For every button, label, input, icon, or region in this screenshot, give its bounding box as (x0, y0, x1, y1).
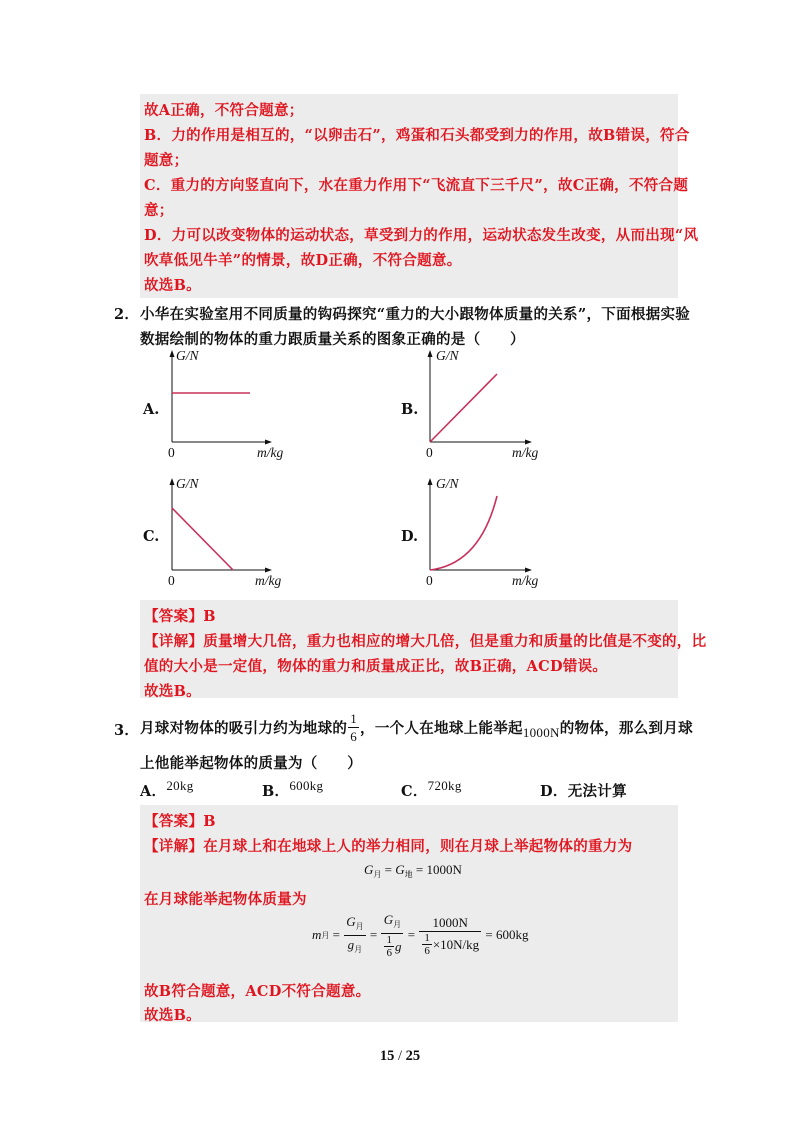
graph-a-x-arrow (265, 440, 272, 445)
eq2-frac2-g: g (394, 939, 402, 954)
q3-text-a: 月球对物体的吸引力约为地球的 (140, 719, 348, 737)
q3-option-b-label: B． (262, 783, 290, 800)
q3-option-d (540, 780, 627, 801)
eq2-frac1-num: G (346, 913, 356, 929)
q1-line-6: D．力可以改变物体的运动状态，草受到力的作用，运动状态发生改变，从而出现“风 (144, 227, 699, 244)
q3-equation-2: m 月 = $\frac{G_月}{g_月}$ = $G_月$ $\frac{1}{6}$ g = 1000N $\frac{1}{6}$ × 10N/kg = 600kg (312, 912, 529, 959)
graph-b-y-arrow (428, 350, 433, 357)
q3-detail: 【详解】在月球上和在地球上人的举力相同，则在月球上举起物体的重力为 (144, 838, 633, 855)
graph-d-x-label: m/kg (512, 573, 539, 588)
graph-c-label: C. (143, 528, 160, 545)
q1-line-1: 故A正确，不符合题意； (144, 102, 304, 119)
q2-stem-line-1: 小华在实验室用不同质量的钩码探究“重力的大小跟物体质量的关系”，下面根据实验 (140, 306, 691, 323)
q3-stem-line-1 (140, 705, 693, 749)
q3-option-a-value: 20kg (166, 778, 194, 793)
eq2-frac3-six: 6 (424, 944, 430, 957)
graph-c-y-label: G/N (176, 476, 199, 491)
q2-conclusion: 故选B。 (144, 683, 201, 700)
eq2-frac3-one: 1 (424, 931, 430, 944)
eq2-inner-six: 6 (386, 947, 392, 959)
graph-c-plot (160, 478, 280, 578)
eq1-mid-sub: 地 (404, 870, 413, 879)
q3-conclusion: 故选B。 (144, 1007, 201, 1024)
eq2-frac1-den: g (347, 936, 355, 952)
q3-option-c-value: 720kg (427, 778, 462, 793)
graph-d-x-arrow (525, 568, 532, 573)
q1-line-7: 吹草低见牛羊”的情景，故D正确，不符合题意。 (144, 252, 462, 269)
graph-c-line (172, 508, 233, 570)
eq2-gval: 10N/kg (440, 936, 480, 952)
graph-b-y-label: G/N (436, 348, 459, 363)
q3-option-a-label: A． (140, 783, 167, 800)
graph-b-x-arrow (525, 440, 532, 445)
q3-fraction (348, 710, 359, 745)
graph-b-label: B. (401, 401, 419, 418)
q3-option-c-label: C． (401, 783, 428, 800)
page-total: 25 (405, 1048, 421, 1064)
q2-answer: 【答案】B (144, 608, 216, 625)
eq2-times: × (432, 936, 441, 952)
q3-option-a (140, 780, 194, 801)
eq2-frac1-num-sub: 月 (355, 921, 364, 931)
graph-d-y-label: G/N (436, 476, 459, 491)
eq2-frac-1 (344, 913, 365, 958)
graph-b-line (430, 374, 497, 442)
page-number (0, 1048, 800, 1065)
graph-d-plot (418, 478, 538, 578)
q1-line-2: B．力的作用是相互的，“以卵击石”，鸡蛋和石头都受到力的作用，故B错误，符合 (144, 127, 690, 144)
eq2-frac-2 (381, 911, 403, 959)
q1-line-8: 故选B。 (144, 277, 201, 294)
graph-a-y-arrow (170, 350, 175, 357)
graph-c-y-arrow (170, 478, 175, 485)
q3-mass-intro: 在月球能举起物体质量为 (144, 891, 307, 908)
graph-b-plot (418, 350, 538, 450)
q1-line-5: 意； (144, 202, 174, 219)
q3-stem-line-2: 上他能举起物体的质量为（ ） (140, 755, 362, 772)
eq1-lhs: G (364, 862, 374, 877)
eq2-inner-one: 1 (386, 934, 392, 946)
q2-number: 2． (114, 306, 140, 323)
graph-c-x-arrow (265, 568, 272, 573)
eq2-result: 600kg (496, 927, 529, 942)
eq2-m-sub: 月 (321, 930, 330, 940)
q3-option-c (401, 780, 462, 801)
eq1-rhs: 1000N (426, 862, 462, 877)
eq2-m: m (312, 927, 322, 942)
page-separator: / (397, 1048, 403, 1064)
eq1-lhs-sub: 月 (373, 870, 382, 879)
graph-a-y-label: G/N (176, 348, 199, 363)
eq2-frac3-num: 1000N (419, 914, 481, 932)
q3-equation-1: $G_月 = G_地 = 1000N$ (364, 862, 462, 879)
eq2-frac1-den-sub: 月 (354, 944, 363, 954)
q1-line-4: C．重力的方向竖直向下，水在重力作用下“飞流直下三千尺”，故C正确，不符合题 (144, 177, 689, 194)
q3-answer: 【答案】B (144, 813, 216, 830)
q3-final: 故B符合题意，ACD不符合题意。 (144, 983, 371, 1000)
q3-number: 3． (114, 722, 140, 739)
graph-a-origin: 0 (168, 445, 175, 460)
q3-fraction-num: 1 (350, 710, 358, 726)
q3-option-d-value: 无法计算 (567, 783, 627, 800)
graph-a-plot (160, 350, 280, 450)
graph-c-origin: 0 (168, 573, 175, 588)
page-current: 15 (379, 1048, 395, 1064)
eq2-frac-3 (419, 914, 481, 957)
graph-d-label: D. (401, 528, 419, 545)
q3-option-d-label: D． (540, 783, 568, 800)
graph-d-y-arrow (428, 478, 433, 485)
q2-detail-line-2: 值的大小是一定值，物体的重力和质量成正比，故B正确，ACD错误。 (144, 658, 608, 675)
q3-option-b-value: 600kg (289, 778, 324, 793)
q1-line-3: 题意； (144, 152, 189, 169)
graph-b-x-label: m/kg (512, 445, 539, 460)
graph-c-x-label: m/kg (255, 573, 282, 588)
eq2-frac2-num: G (383, 912, 394, 927)
q2-detail-line-1: 【详解】质量增大几倍，重力也相应的增大几倍，但是重力和质量的比值是不变的，比 (144, 633, 707, 650)
q2-stem-line-2: 数据绘制的物体的重力跟质量关系的图象正确的是（ ） (140, 331, 525, 348)
graph-d-origin: 0 (426, 573, 433, 588)
graph-a-label: A. (143, 401, 160, 418)
q3-force-value: 1000N (522, 725, 560, 740)
eq1-mid: G (395, 862, 405, 877)
q3-text-b: ，一个人在地球上能举起 (360, 719, 523, 737)
graph-a-x-label: m/kg (257, 445, 284, 460)
q3-option-b (262, 780, 323, 801)
q3-text-c: 的物体，那么到月球 (559, 719, 693, 737)
graph-b-origin: 0 (426, 445, 433, 460)
eq2-frac2-num-sub: 月 (393, 920, 402, 929)
graph-d-curve (430, 496, 497, 570)
q3-fraction-den: 6 (350, 728, 358, 744)
